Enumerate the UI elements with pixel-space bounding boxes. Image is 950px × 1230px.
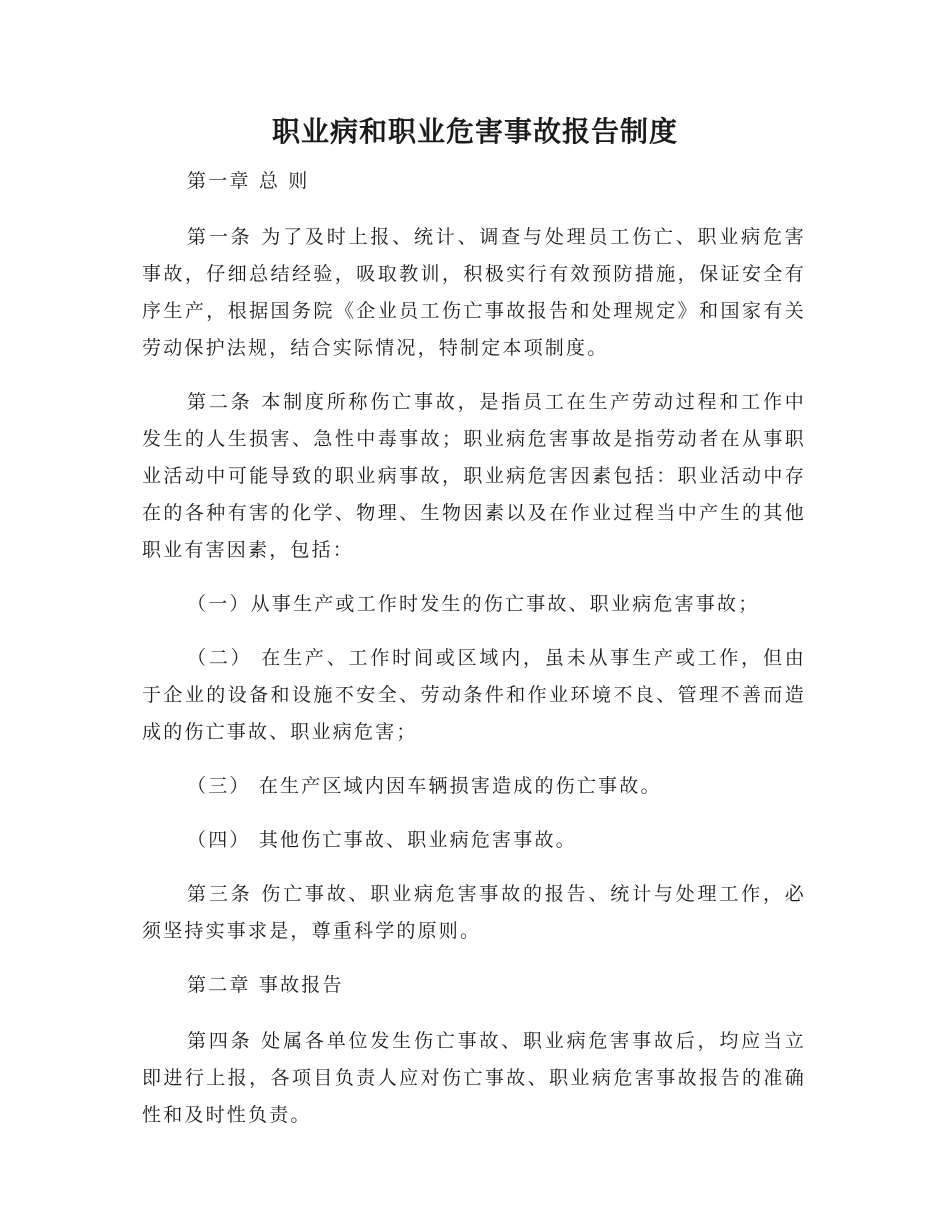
list-item-3: （三） 在生产区域内因车辆损害造成的伤亡事故。	[187, 775, 662, 797]
document-body	[142, 163, 806, 1151]
chapter-heading-1: 第一章 总 则	[187, 170, 310, 192]
article-3: 第三条 伤亡事故、职业病危害事故的报告、统计与处理工作，必须坚持实事求是，尊重科学的原则。	[142, 883, 806, 942]
article-2: 第二条 本制度所称伤亡事故，是指员工在生产劳动过程和工作中发生的人生损害、急性中毒事故；职业病危害事故是指劳动者在从事职业活动中可能导致的职业病事故，职业病危害因素包括：职业活动中存在的各种有害的化学、物理、生物因素以及在作业过程当中产生的其他职业有害因素，包括：	[142, 391, 806, 561]
article-4: 第四条 处属各单位发生伤亡事故、职业病危害事故后，均应当立即进行上报，各项目负责人应对伤亡事故、职业病危害事故报告的准确性和及时性负责。	[142, 1030, 806, 1126]
list-item-4: （四） 其他伤亡事故、职业病危害事故。	[187, 829, 577, 851]
list-item-1: （一）从事生产或工作时发生的伤亡事故、职业病危害事故；	[187, 593, 760, 615]
list-item-2: （二） 在生产、工作时间或区域内，虽未从事生产或工作，但由于企业的设备和设施不安全、劳动条件和作业环境不良、管理不善而造成的伤亡事故、职业病危害；	[142, 647, 806, 743]
document-title: 职业病和职业危害事故报告制度	[271, 115, 678, 148]
chapter-heading-2: 第二章 事故报告	[187, 974, 344, 996]
article-1: 第一条 为了及时上报、统计、调查与处理员工伤亡、职业病危害事故，仔细总结经验，吸取教训，积极实行有效预防措施，保证安全有序生产，根据国务院《企业员工伤亡事故报告和处理规定》和国家有关劳动保护法规，结合实际情况，特制定本项制度。	[142, 226, 806, 359]
